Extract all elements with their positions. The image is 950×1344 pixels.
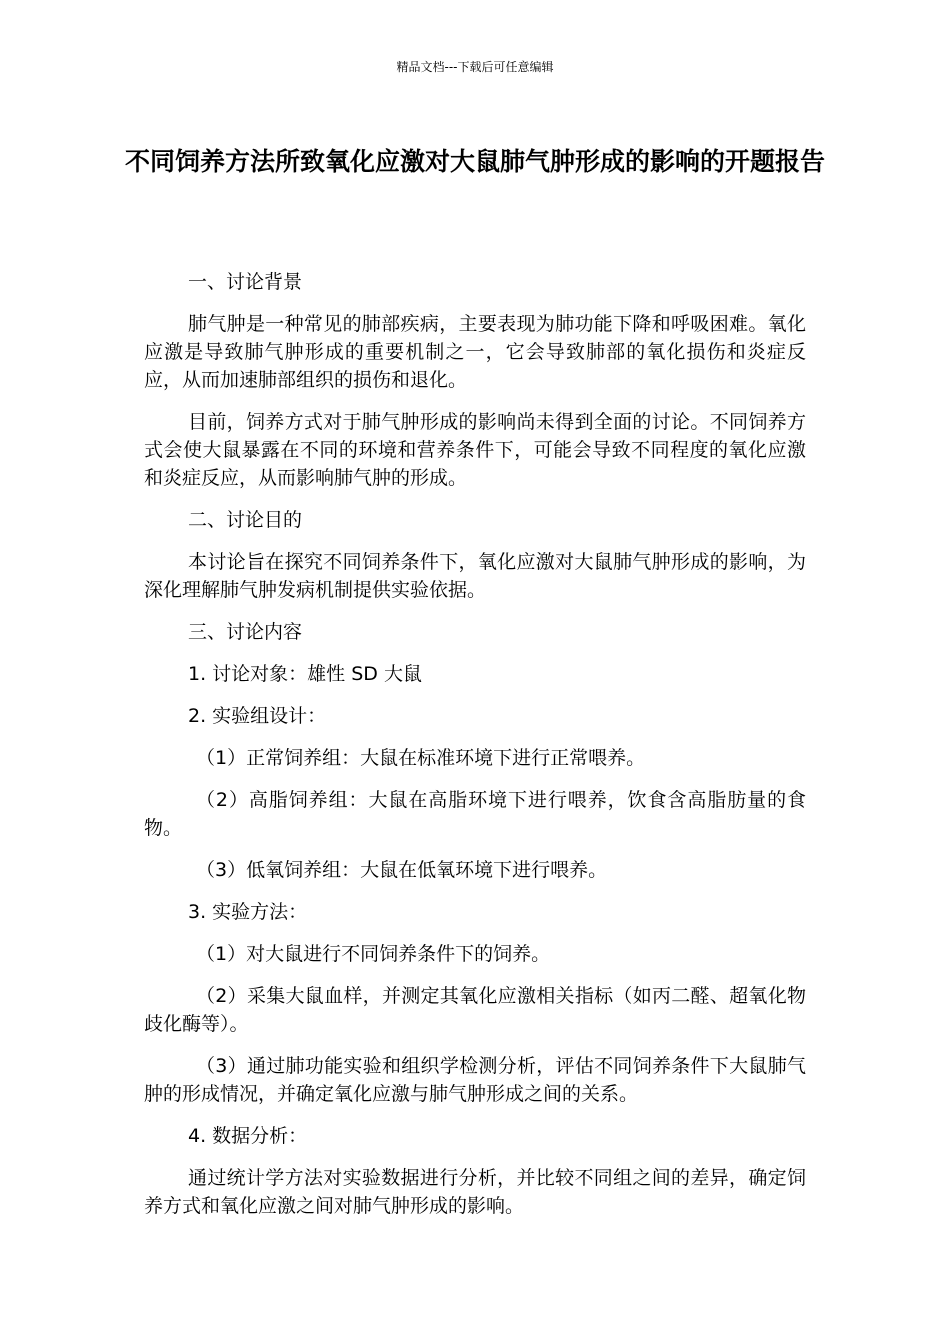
section-heading-purpose: 二、讨论目的 xyxy=(188,509,303,531)
document-title: 不同饲养方法所致氧化应激对大鼠肺气肿形成的影响的开题报告 xyxy=(124,147,825,176)
document-body xyxy=(144,268,806,1234)
paragraph-data-analysis: 通过统计学方法对实验数据进行分析，并比较不同组之间的差异，确定饲养方式和氧化应激之间对肺气肿形成的影响。 xyxy=(144,1167,806,1217)
sub-item-method-1: （1）对大鼠进行不同饲养条件下的饲养。 xyxy=(196,943,551,965)
section-heading-background: 一、讨论背景 xyxy=(188,271,303,293)
sub-item-method-3: （3）通过肺功能实验和组织学检测分析，评估不同饲养条件下大鼠肺气肿的形成情况，并确定氧化应激与肺气肿形成之间的关系。 xyxy=(144,1055,806,1105)
list-item-group-design: 2. 实验组设计： xyxy=(188,705,327,727)
paragraph-purpose: 本讨论旨在探究不同饲养条件下，氧化应激对大鼠肺气肿形成的影响，为深化理解肺气肿发病机制提供实验依据。 xyxy=(144,551,806,601)
list-item-data-analysis: 4. 数据分析： xyxy=(188,1125,308,1147)
sub-item-hypoxia-group: （3）低氧饲养组：大鼠在低氧环境下进行喂养。 xyxy=(196,859,608,881)
header-note: 精品文档---下载后可任意编辑 xyxy=(396,60,554,74)
sub-item-normal-group: （1）正常饲养组：大鼠在标准环境下进行正常喂养。 xyxy=(196,747,646,769)
paragraph-background-1: 肺气肿是一种常见的肺部疾病，主要表现为肺功能下降和呼吸困难。氧化应激是导致肺气肿形成的重要机制之一，它会导致肺部的氧化损伤和炎症反应，从而加速肺部组织的损伤和退化。 xyxy=(144,313,806,391)
paragraph-background-2: 目前，饲养方式对于肺气肿形成的影响尚未得到全面的讨论。不同饲养方式会使大鼠暴露在不同的环境和营养条件下，可能会导致不同程度的氧化应激和炎症反应，从而影响肺气肿的形成。 xyxy=(144,411,806,489)
list-item-methods: 3. 实验方法： xyxy=(188,901,308,923)
sub-item-method-2: （2）采集大鼠血样，并测定其氧化应激相关指标（如丙二醛、超氧化物歧化酶等）。 xyxy=(144,985,806,1035)
section-heading-content: 三、讨论内容 xyxy=(188,621,303,643)
list-item-subjects: 1. 讨论对象：雄性 SD 大鼠 xyxy=(188,663,422,685)
sub-item-highfat-group: （2）高脂饲养组：大鼠在高脂环境下进行喂养，饮食含高脂肪量的食物。 xyxy=(144,789,806,839)
